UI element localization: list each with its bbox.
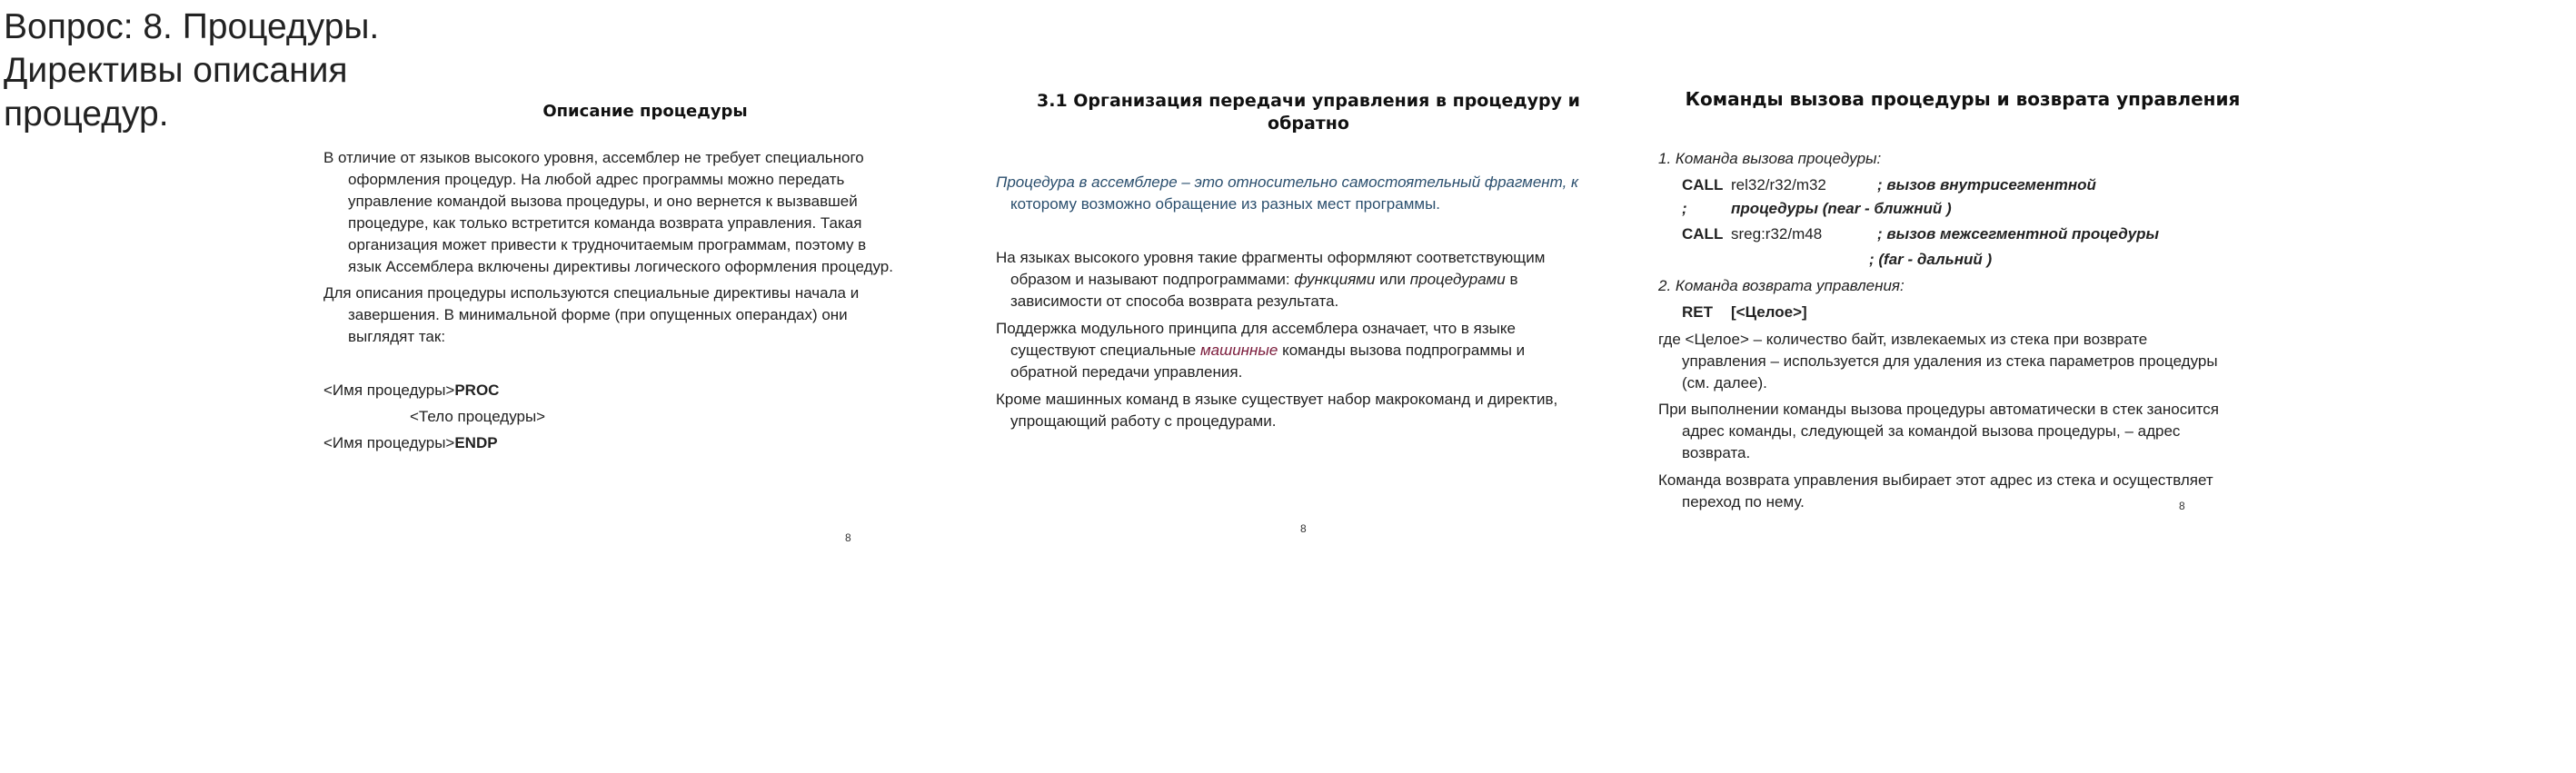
- slide1-paragraph2-line: выглядят так:: [348, 328, 446, 345]
- slide1-paragraph1-line: управление командой вызова процедуры, и оно вернется к вызвавшей: [348, 193, 858, 210]
- slide2-title-line1: 3.1 Организация передачи управления в процедуру и: [1037, 91, 1580, 111]
- slide3-call-far-comment2: ; (far - дальний ): [1869, 251, 1993, 268]
- slide1-paragraph1-line: язык Ассемблера включены директивы логического оформления процедур.: [348, 258, 893, 275]
- slide3-call-near-comment: ; вызов внутрисегментной: [1877, 176, 2096, 193]
- term-functions: функциями: [1294, 271, 1376, 288]
- call-keyword: CALL: [1682, 176, 1724, 193]
- slide3-call-near-comment-semicolon: ;: [1682, 200, 1687, 217]
- text: существуют специальные: [1010, 342, 1200, 359]
- slide2-definition-line2: которому возможно обращение из разных мест программы.: [1010, 195, 1441, 213]
- slide3-call-near-comment2: процедуры (near - ближний ): [1731, 200, 1952, 217]
- slide3-where-line2: управления – используется для удаления из стека параметров процедуры: [1682, 352, 2218, 370]
- code-endp-keyword: ENDP: [454, 434, 498, 451]
- question-heading: [4, 5, 379, 136]
- slide3-call-far-comment: ; вызов межсегментной процедуры: [1877, 225, 2160, 243]
- slide2-p3-line2: упрощающий работу с процедурами.: [1010, 412, 1277, 430]
- definition-text: Процедура в ассемблере – это относительно самостоятельный фрагмент, к: [996, 173, 1579, 191]
- slide3-page-number: 8: [2179, 500, 2185, 512]
- slide3-item1: 1. Команда вызова процедуры:: [1658, 150, 1882, 167]
- ret-keyword: RET: [1682, 303, 1713, 321]
- slide2-p3-line1: Кроме машинных команд в языке существует набор макрокоманд и директив,: [996, 391, 1558, 408]
- slide3-ret-operand: [<Целое>]: [1731, 303, 1807, 321]
- slide3-title: Команды вызова процедуры и возврата управления: [1685, 88, 2241, 110]
- slide3-item2: 2. Команда возврата управления:: [1658, 277, 1905, 294]
- slide1-paragraph1-line: процедуре, как только встретится команда возврата управления. Такая: [348, 214, 862, 232]
- call-keyword: CALL: [1682, 225, 1724, 243]
- text: в: [1505, 271, 1518, 288]
- slide2-p1-line3: зависимости от способа возврата результата.: [1010, 292, 1339, 310]
- slide1-paragraph1-line: организация может привести к трудночитаемым программам, поэтому в: [348, 236, 867, 253]
- slide3-where-line3: (см. далее).: [1682, 374, 1767, 391]
- slide2-definition-line1: [996, 172, 1578, 193]
- text: или: [1375, 271, 1410, 288]
- slide3-auto-line3: возврата.: [1682, 444, 1751, 461]
- slide2-p2-line2: [1010, 340, 1525, 362]
- slide1-paragraph1-line: В отличие от языков высокого уровня, ассемблер не требует специального: [323, 149, 864, 166]
- code-endp-name: <Имя процедуры>: [323, 434, 455, 451]
- slide2-title-line2: обратно: [1268, 114, 1349, 134]
- slide3-auto-line2: адрес команды, следующей за командой вызова процедуры, – адрес: [1682, 422, 2181, 440]
- code-proc-name: <Имя процедуры>: [323, 382, 455, 399]
- slide1-code-proc: [323, 380, 499, 401]
- slide1-page-number: 8: [845, 531, 851, 544]
- slide1-paragraph2-line: Для описания процедуры используются специальные директивы начала и: [323, 284, 860, 302]
- slide3-auto-line1: При выполнении команды вызова процедуры автоматически в стек заносится: [1658, 401, 2219, 418]
- slide1-paragraph2-line: завершения. В минимальной форме (при опущенных операндах) они: [348, 306, 848, 323]
- text: образом и называют подпрограммами:: [1010, 271, 1295, 288]
- slide2-p1-line1: На языках высокого уровня такие фрагменты оформляют соответствующим: [996, 249, 1546, 266]
- slide2-p2-line3: обратной передачи управления.: [1010, 363, 1243, 381]
- text: команды вызова подпрограммы и: [1278, 342, 1526, 359]
- slide3-call-near-operand: rel32/r32/m32: [1731, 176, 1826, 193]
- slide3-call-far-operand: sreg:r32/m48: [1731, 225, 1823, 243]
- slide3-where-line1: где <Целое> – количество байт, извлекаемых из стека при возврате: [1658, 331, 2148, 348]
- slide1-title: Описание процедуры: [542, 102, 748, 121]
- question-line-3: процедур.: [4, 94, 169, 134]
- slide1-code-body: <Тело процедуры>: [410, 408, 546, 425]
- term-machine: машинные: [1200, 342, 1278, 359]
- question-line-1: Вопрос: 8. Процедуры.: [4, 7, 380, 46]
- slide3-return-line1: Команда возврата управления выбирает этот адрес из стека и осуществляет: [1658, 471, 2213, 489]
- question-line-2: Директивы описания: [4, 51, 348, 90]
- slide3-call-far: [1682, 223, 1723, 245]
- slide2-page-number: 8: [1300, 522, 1307, 535]
- slide2-p1-line2: [1010, 269, 1518, 291]
- slide3-ret: [1682, 302, 1713, 323]
- slide2-p2-line1: Поддержка модульного принципа для ассемблера означает, что в языке: [996, 320, 1516, 337]
- slide3-call-near: [1682, 174, 1723, 196]
- slide3-return-line2: переход по нему.: [1682, 493, 1805, 510]
- slide2-title: [1000, 90, 1617, 135]
- code-proc-keyword: PROC: [454, 382, 500, 399]
- slide1-paragraph1-line: оформления процедур. На любой адрес программы можно передать: [348, 171, 845, 188]
- term-procedures: процедурами: [1409, 271, 1506, 288]
- slide1-code-endp: [323, 432, 498, 454]
